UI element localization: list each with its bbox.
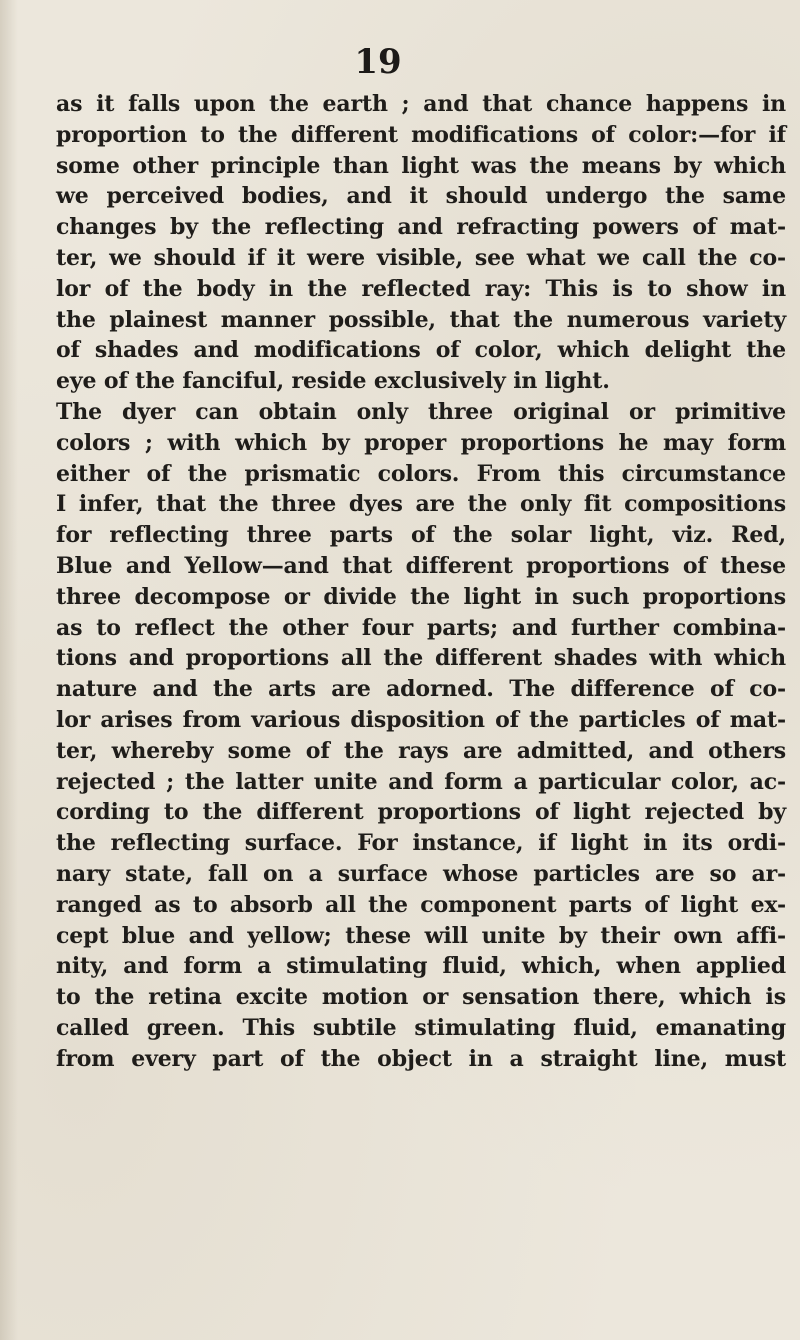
text-line-6: ter, we should if it were visible, see what we call the co-	[56, 244, 786, 271]
text-line-28: cept blue and yellow; these will unite by their own affi-	[56, 922, 786, 949]
text-line-19: tions and proportions all the different shades with which	[56, 645, 786, 672]
text-line-30: to the retina excite motion or sensation there, which is	[56, 984, 786, 1011]
text-line-1: as it falls upon the earth ; and that chance happens in	[56, 91, 786, 117]
text-line-13: either of the prismatic colors. From this circumstance	[56, 460, 786, 487]
text-line-24: cording to the different proportions of light rejected by	[56, 799, 786, 826]
text-line-3: some other principle than light was the means by which	[56, 152, 786, 179]
text-line-18: as to reflect the other four parts; and further combina-	[56, 614, 786, 641]
text-line-27: ranged as to absorb all the component parts of light ex-	[56, 891, 786, 918]
text-line-25: the reflecting surface. For instance, if light in its ordi-	[56, 830, 786, 857]
gutter-shadow	[0, 0, 18, 1340]
body-text	[56, 89, 786, 1075]
text-line-15: for reflecting three parts of the solar light, viz. Red,	[56, 522, 786, 549]
text-line-9: of shades and modifications of color, which delight the	[56, 337, 786, 364]
text-line-11: The dyer can obtain only three original or primitive	[56, 398, 786, 425]
text-line-20: nature and the arts are adorned. The difference of co-	[56, 676, 786, 703]
text-line-14: I infer, that the three dyes are the only fit compositions	[56, 491, 786, 518]
text-line-17: three decompose or divide the light in such proportions	[56, 583, 786, 610]
text-line-21: lor arises from various disposition of the particles of mat-	[56, 706, 786, 733]
text-line-23: rejected ; the latter unite and form a particular color, ac-	[56, 768, 786, 795]
text-line-22: ter, whereby some of the rays are admitted, and others	[56, 737, 786, 764]
text-line-32: from every part of the object in a straight line, must	[56, 1045, 786, 1072]
text-line-16: Blue and Yellow—and that different proportions of these	[56, 552, 786, 579]
text-line-29: nity, and form a stimulating fluid, which, when applied	[56, 953, 786, 980]
text-line-12: colors ; with which by proper proportions he may form	[56, 429, 786, 456]
text-line-26: nary state, fall on a surface whose particles are so ar-	[56, 860, 786, 887]
text-line-2: proportion to the different modifications of color:—for if	[56, 121, 786, 148]
text-line-4: we perceived bodies, and it should undergo the same	[56, 183, 786, 210]
page-number: 19	[354, 42, 402, 82]
text-line-31: called green. This subtile stimulating fluid, emanating	[56, 1014, 786, 1041]
text-line-5: changes by the reflecting and refracting powers of mat-	[56, 214, 786, 241]
text-line-7: lor of the body in the reflected ray: This is to show in	[56, 275, 786, 302]
text-line-10: eye of the fanciful, reside exclusively in light.	[56, 368, 610, 395]
text-line-8: the plainest manner possible, that the numerous variety	[56, 306, 786, 333]
